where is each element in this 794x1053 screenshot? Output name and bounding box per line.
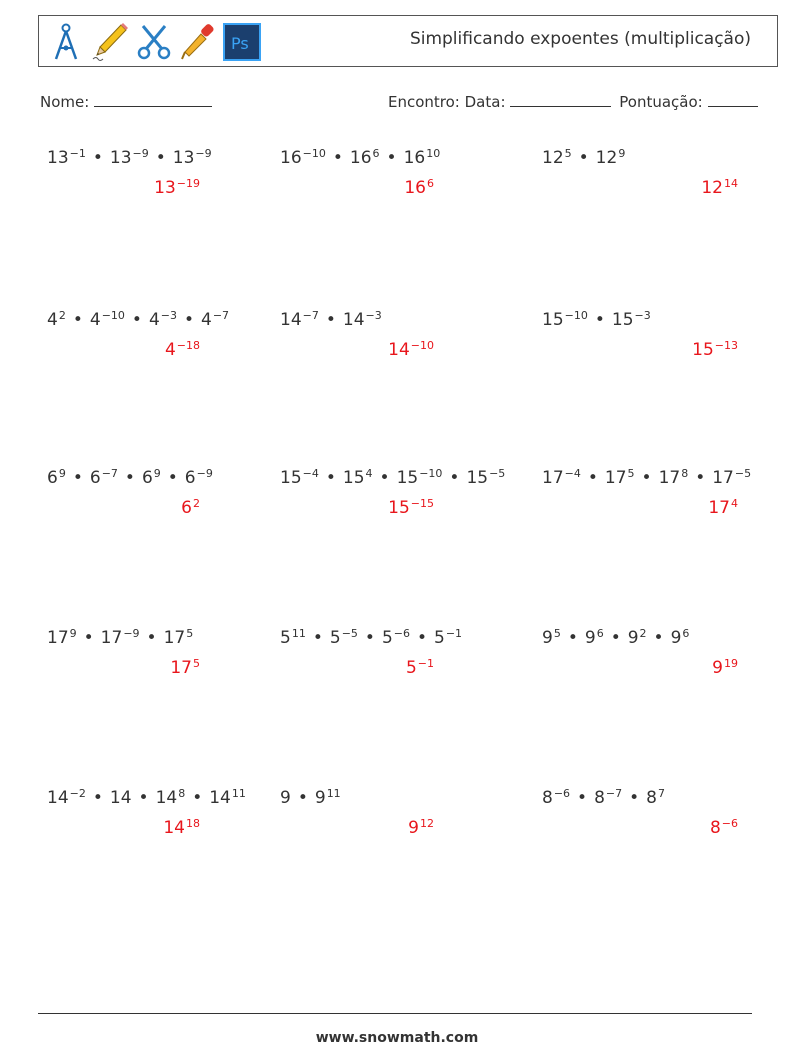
photoshop-icon <box>223 22 261 62</box>
date-score-field <box>388 92 758 111</box>
answer-power <box>701 178 738 198</box>
multiply-dot: • <box>653 628 664 648</box>
problem-answer <box>388 340 434 360</box>
exponent: −3 <box>365 308 382 322</box>
power-term <box>156 788 186 808</box>
date-blank <box>510 92 611 107</box>
exponent: −7 <box>212 308 230 322</box>
exponent: 19 <box>724 656 738 670</box>
exponent: −19 <box>176 176 200 190</box>
power-term <box>466 468 505 488</box>
exponent: −7 <box>101 466 118 480</box>
multiply-dot: • <box>167 468 178 488</box>
power-term <box>201 310 229 330</box>
multiply-dot: • <box>578 148 589 168</box>
multiply-dot: • <box>138 788 149 808</box>
multiply-dot: • <box>124 468 135 488</box>
exponent: 9 <box>153 466 161 480</box>
power-term <box>185 468 213 488</box>
power-term <box>280 310 319 330</box>
exponent: −10 <box>419 466 443 480</box>
problem-expression <box>47 468 213 488</box>
exponent: 5 <box>553 626 561 640</box>
problem-answer <box>701 178 738 198</box>
power-term <box>142 468 161 488</box>
power-term <box>671 628 690 648</box>
exponent: −9 <box>196 466 213 480</box>
base: 16 <box>404 178 426 198</box>
exponent: 9 <box>618 146 626 160</box>
multiply-dot: • <box>72 468 83 488</box>
exponent: −9 <box>132 146 149 160</box>
problem-expression <box>542 148 625 168</box>
multiply-dot: • <box>449 468 460 488</box>
power-term <box>110 788 132 808</box>
answer-power <box>165 340 200 360</box>
problem-answer <box>708 498 738 518</box>
power-term <box>605 468 635 488</box>
multiply-dot: • <box>386 148 397 168</box>
base: 13 <box>172 148 195 168</box>
power-term <box>382 628 410 648</box>
exponent: −3 <box>634 308 651 322</box>
power-term <box>330 628 358 648</box>
exponent: −2 <box>69 786 86 800</box>
base: 4 <box>201 310 212 330</box>
page-title: Simplificando expoentes (multiplicação) <box>409 29 751 49</box>
base: 15 <box>396 468 419 488</box>
exponent: −5 <box>489 466 506 480</box>
score-label: Pontuação: <box>619 93 708 111</box>
exponent: −10 <box>101 308 125 322</box>
multiply-dot: • <box>641 468 652 488</box>
multiply-dot: • <box>577 788 588 808</box>
exponent: −1 <box>69 146 86 160</box>
base: 15 <box>692 340 714 360</box>
power-term <box>585 628 604 648</box>
base: 14 <box>280 310 302 330</box>
multiply-dot: • <box>92 148 103 168</box>
exponent: 5 <box>186 626 194 640</box>
multiply-dot: • <box>83 628 94 648</box>
exponent: −4 <box>302 466 319 480</box>
base: 17 <box>163 628 186 648</box>
exponent: 5 <box>193 656 200 670</box>
multiply-dot: • <box>610 628 621 648</box>
base: 17 <box>708 498 730 518</box>
base: 14 <box>388 340 410 360</box>
power-term <box>712 468 751 488</box>
power-term <box>47 788 86 808</box>
multiply-dot: • <box>332 148 343 168</box>
base: 9 <box>280 788 291 808</box>
power-term <box>90 468 118 488</box>
base: 8 <box>646 788 657 808</box>
base: 8 <box>594 788 605 808</box>
multiply-dot: • <box>92 788 103 808</box>
compass-icon <box>47 22 85 62</box>
base: 12 <box>701 178 723 198</box>
base: 5 <box>280 628 291 648</box>
problem-answer <box>388 498 434 518</box>
exponent: −1 <box>445 626 463 640</box>
footer-url: www.snowmath.com <box>315 1030 479 1046</box>
multiply-dot: • <box>72 310 83 330</box>
worksheet-header <box>38 15 778 67</box>
problem-expression <box>280 788 341 808</box>
answer-power <box>181 498 200 518</box>
exponent: −7 <box>605 786 623 800</box>
answer-power <box>710 818 738 838</box>
exponent: 2 <box>639 626 647 640</box>
base: 13 <box>109 148 132 168</box>
problem-answer <box>154 178 200 198</box>
answer-power <box>712 658 738 678</box>
problem-expression <box>280 628 462 648</box>
base: 12 <box>595 148 618 168</box>
power-term <box>47 310 66 330</box>
base: 17 <box>47 628 69 648</box>
base: 5 <box>381 628 393 648</box>
exponent: 10 <box>426 146 441 160</box>
base: 16 <box>280 148 302 168</box>
answer-power <box>170 658 200 678</box>
problem-answer <box>406 658 434 678</box>
answer-power <box>692 340 738 360</box>
multiply-dot: • <box>364 628 375 648</box>
power-term <box>343 310 382 330</box>
base: 9 <box>627 628 639 648</box>
power-term <box>659 468 689 488</box>
exponent: 2 <box>58 308 66 322</box>
exponent: −1 <box>417 656 434 670</box>
base: 12 <box>542 148 564 168</box>
power-term <box>646 788 665 808</box>
problem-expression <box>542 310 651 330</box>
base: 6 <box>141 468 153 488</box>
power-term <box>209 788 246 808</box>
base: 6 <box>181 498 192 518</box>
exponent: 4 <box>731 496 738 510</box>
exponent: 11 <box>231 786 246 800</box>
base: 15 <box>542 310 564 330</box>
power-term <box>164 628 194 648</box>
problem-expression <box>47 628 193 648</box>
problem-answer <box>170 658 200 678</box>
multiply-dot: • <box>325 310 336 330</box>
exponent: 6 <box>427 176 434 190</box>
power-term <box>173 148 212 168</box>
base: 9 <box>542 628 553 648</box>
power-term <box>90 310 125 330</box>
base: 4 <box>148 310 160 330</box>
exponent: −6 <box>393 626 410 640</box>
base: 15 <box>342 468 365 488</box>
power-term <box>47 148 86 168</box>
base: 14 <box>209 788 231 808</box>
name-label: Nome: <box>40 93 95 111</box>
base: 5 <box>434 628 445 648</box>
base: 9 <box>670 628 682 648</box>
problem-answer <box>165 340 200 360</box>
exponent: 12 <box>420 816 434 830</box>
name-field <box>40 92 212 111</box>
base: 14 <box>342 310 365 330</box>
exponent: 11 <box>326 786 341 800</box>
base: 13 <box>47 148 69 168</box>
base: 5 <box>329 628 341 648</box>
exponent: 18 <box>186 816 200 830</box>
base: 9 <box>408 818 419 838</box>
exponent: −18 <box>176 338 200 352</box>
exponent: −15 <box>410 496 434 510</box>
multiply-dot: • <box>695 468 706 488</box>
power-term <box>47 468 66 488</box>
power-term <box>594 788 622 808</box>
exponent: 7 <box>657 786 665 800</box>
name-blank <box>94 92 212 107</box>
power-term <box>434 628 462 648</box>
problem-expression <box>47 148 212 168</box>
problem-expression <box>47 788 246 808</box>
base: 4 <box>89 310 101 330</box>
answer-power <box>388 498 434 518</box>
exponent: 9 <box>58 466 66 480</box>
power-term <box>47 628 77 648</box>
exponent: −4 <box>564 466 581 480</box>
date-label: Encontro: Data: <box>388 93 511 111</box>
base: 14 <box>109 788 132 808</box>
problem-answer <box>712 658 738 678</box>
pencil-icon <box>91 22 129 62</box>
exponent: 14 <box>724 176 738 190</box>
answer-power <box>406 658 434 678</box>
problem-expression <box>542 628 689 648</box>
base: 14 <box>155 788 178 808</box>
answer-power <box>708 498 738 518</box>
base: 9 <box>584 628 596 648</box>
power-term <box>542 148 572 168</box>
score-blank <box>708 92 758 107</box>
problem-expression <box>280 148 440 168</box>
base: 16 <box>403 148 426 168</box>
problem-expression <box>542 788 665 808</box>
base: 8 <box>542 788 553 808</box>
power-term <box>542 468 581 488</box>
base: 6 <box>184 468 196 488</box>
power-term <box>315 788 341 808</box>
exponent: 4 <box>365 466 373 480</box>
base: 8 <box>709 818 721 838</box>
multiply-dot: • <box>629 788 640 808</box>
base: 4 <box>47 310 58 330</box>
problem-answer <box>404 178 434 198</box>
multiply-dot: • <box>192 788 203 808</box>
power-term <box>101 628 140 648</box>
exponent: −6 <box>721 816 738 830</box>
base: 5 <box>405 658 417 678</box>
base: 17 <box>542 468 564 488</box>
base: 17 <box>712 468 734 488</box>
problem-answer <box>163 818 200 838</box>
power-term <box>343 468 373 488</box>
exponent: −13 <box>714 338 738 352</box>
exponent: −10 <box>410 338 434 352</box>
answer-power <box>163 818 200 838</box>
power-term <box>280 148 326 168</box>
multiply-dot: • <box>379 468 390 488</box>
problem-answer <box>692 340 738 360</box>
power-term <box>542 788 570 808</box>
exponent: −10 <box>564 308 588 322</box>
exponent: 11 <box>291 626 306 640</box>
power-term <box>149 310 177 330</box>
power-term <box>596 148 626 168</box>
base: 17 <box>604 468 627 488</box>
multiply-dot: • <box>567 628 578 648</box>
problem-expression <box>542 468 751 488</box>
multiply-dot: • <box>297 788 308 808</box>
multiply-dot: • <box>594 310 605 330</box>
multiply-dot: • <box>325 468 336 488</box>
dropper-icon <box>179 22 217 62</box>
base: 9 <box>712 658 723 678</box>
power-term <box>110 148 149 168</box>
answer-power <box>404 178 434 198</box>
power-term <box>280 788 291 808</box>
power-term <box>350 148 380 168</box>
exponent: 6 <box>682 626 690 640</box>
multiply-dot: • <box>146 628 157 648</box>
base: 14 <box>47 788 69 808</box>
problem-expression <box>280 468 505 488</box>
power-term <box>397 468 443 488</box>
exponent: −9 <box>195 146 212 160</box>
exponent: −5 <box>341 626 358 640</box>
base: 17 <box>170 658 192 678</box>
problem-answer <box>710 818 738 838</box>
exponent: −9 <box>123 626 140 640</box>
exponent: 6 <box>372 146 380 160</box>
multiply-dot: • <box>312 628 323 648</box>
problem-answer <box>408 818 434 838</box>
base: 4 <box>164 340 176 360</box>
multiply-dot: • <box>587 468 598 488</box>
base: 15 <box>466 468 489 488</box>
base: 13 <box>154 178 176 198</box>
exponent: 6 <box>596 626 604 640</box>
base: 16 <box>349 148 372 168</box>
exponent: −7 <box>302 308 319 322</box>
power-term <box>612 310 651 330</box>
exponent: 5 <box>564 146 572 160</box>
answer-power <box>388 340 434 360</box>
power-term <box>542 310 588 330</box>
header-icons <box>47 21 261 63</box>
exponent: 9 <box>69 626 77 640</box>
power-term <box>628 628 647 648</box>
power-term <box>280 468 319 488</box>
base: 6 <box>47 468 58 488</box>
power-term <box>542 628 561 648</box>
base: 14 <box>163 818 185 838</box>
answer-power <box>154 178 200 198</box>
base: 9 <box>314 788 326 808</box>
power-term <box>404 148 441 168</box>
svg-text:Ps: Ps <box>231 34 249 53</box>
problem-answer <box>181 498 200 518</box>
exponent: 2 <box>193 496 200 510</box>
power-term <box>280 628 306 648</box>
exponent: 8 <box>178 786 186 800</box>
problem-expression <box>47 310 229 330</box>
base: 17 <box>658 468 681 488</box>
exponent: −10 <box>302 146 326 160</box>
multiply-dot: • <box>155 148 166 168</box>
exponent: −3 <box>160 308 177 322</box>
answer-power <box>408 818 434 838</box>
multiply-dot: • <box>131 310 142 330</box>
base: 6 <box>89 468 101 488</box>
footer-divider <box>38 1013 752 1014</box>
multiply-dot: • <box>183 310 195 330</box>
exponent: −5 <box>734 466 752 480</box>
exponent: −6 <box>553 786 571 800</box>
exponent: 5 <box>627 466 635 480</box>
base: 15 <box>280 468 302 488</box>
multiply-dot: • <box>416 628 428 648</box>
base: 15 <box>388 498 410 518</box>
exponent: 8 <box>681 466 689 480</box>
scissors-icon <box>135 22 173 62</box>
base: 17 <box>100 628 123 648</box>
problem-expression <box>280 310 382 330</box>
base: 15 <box>611 310 634 330</box>
